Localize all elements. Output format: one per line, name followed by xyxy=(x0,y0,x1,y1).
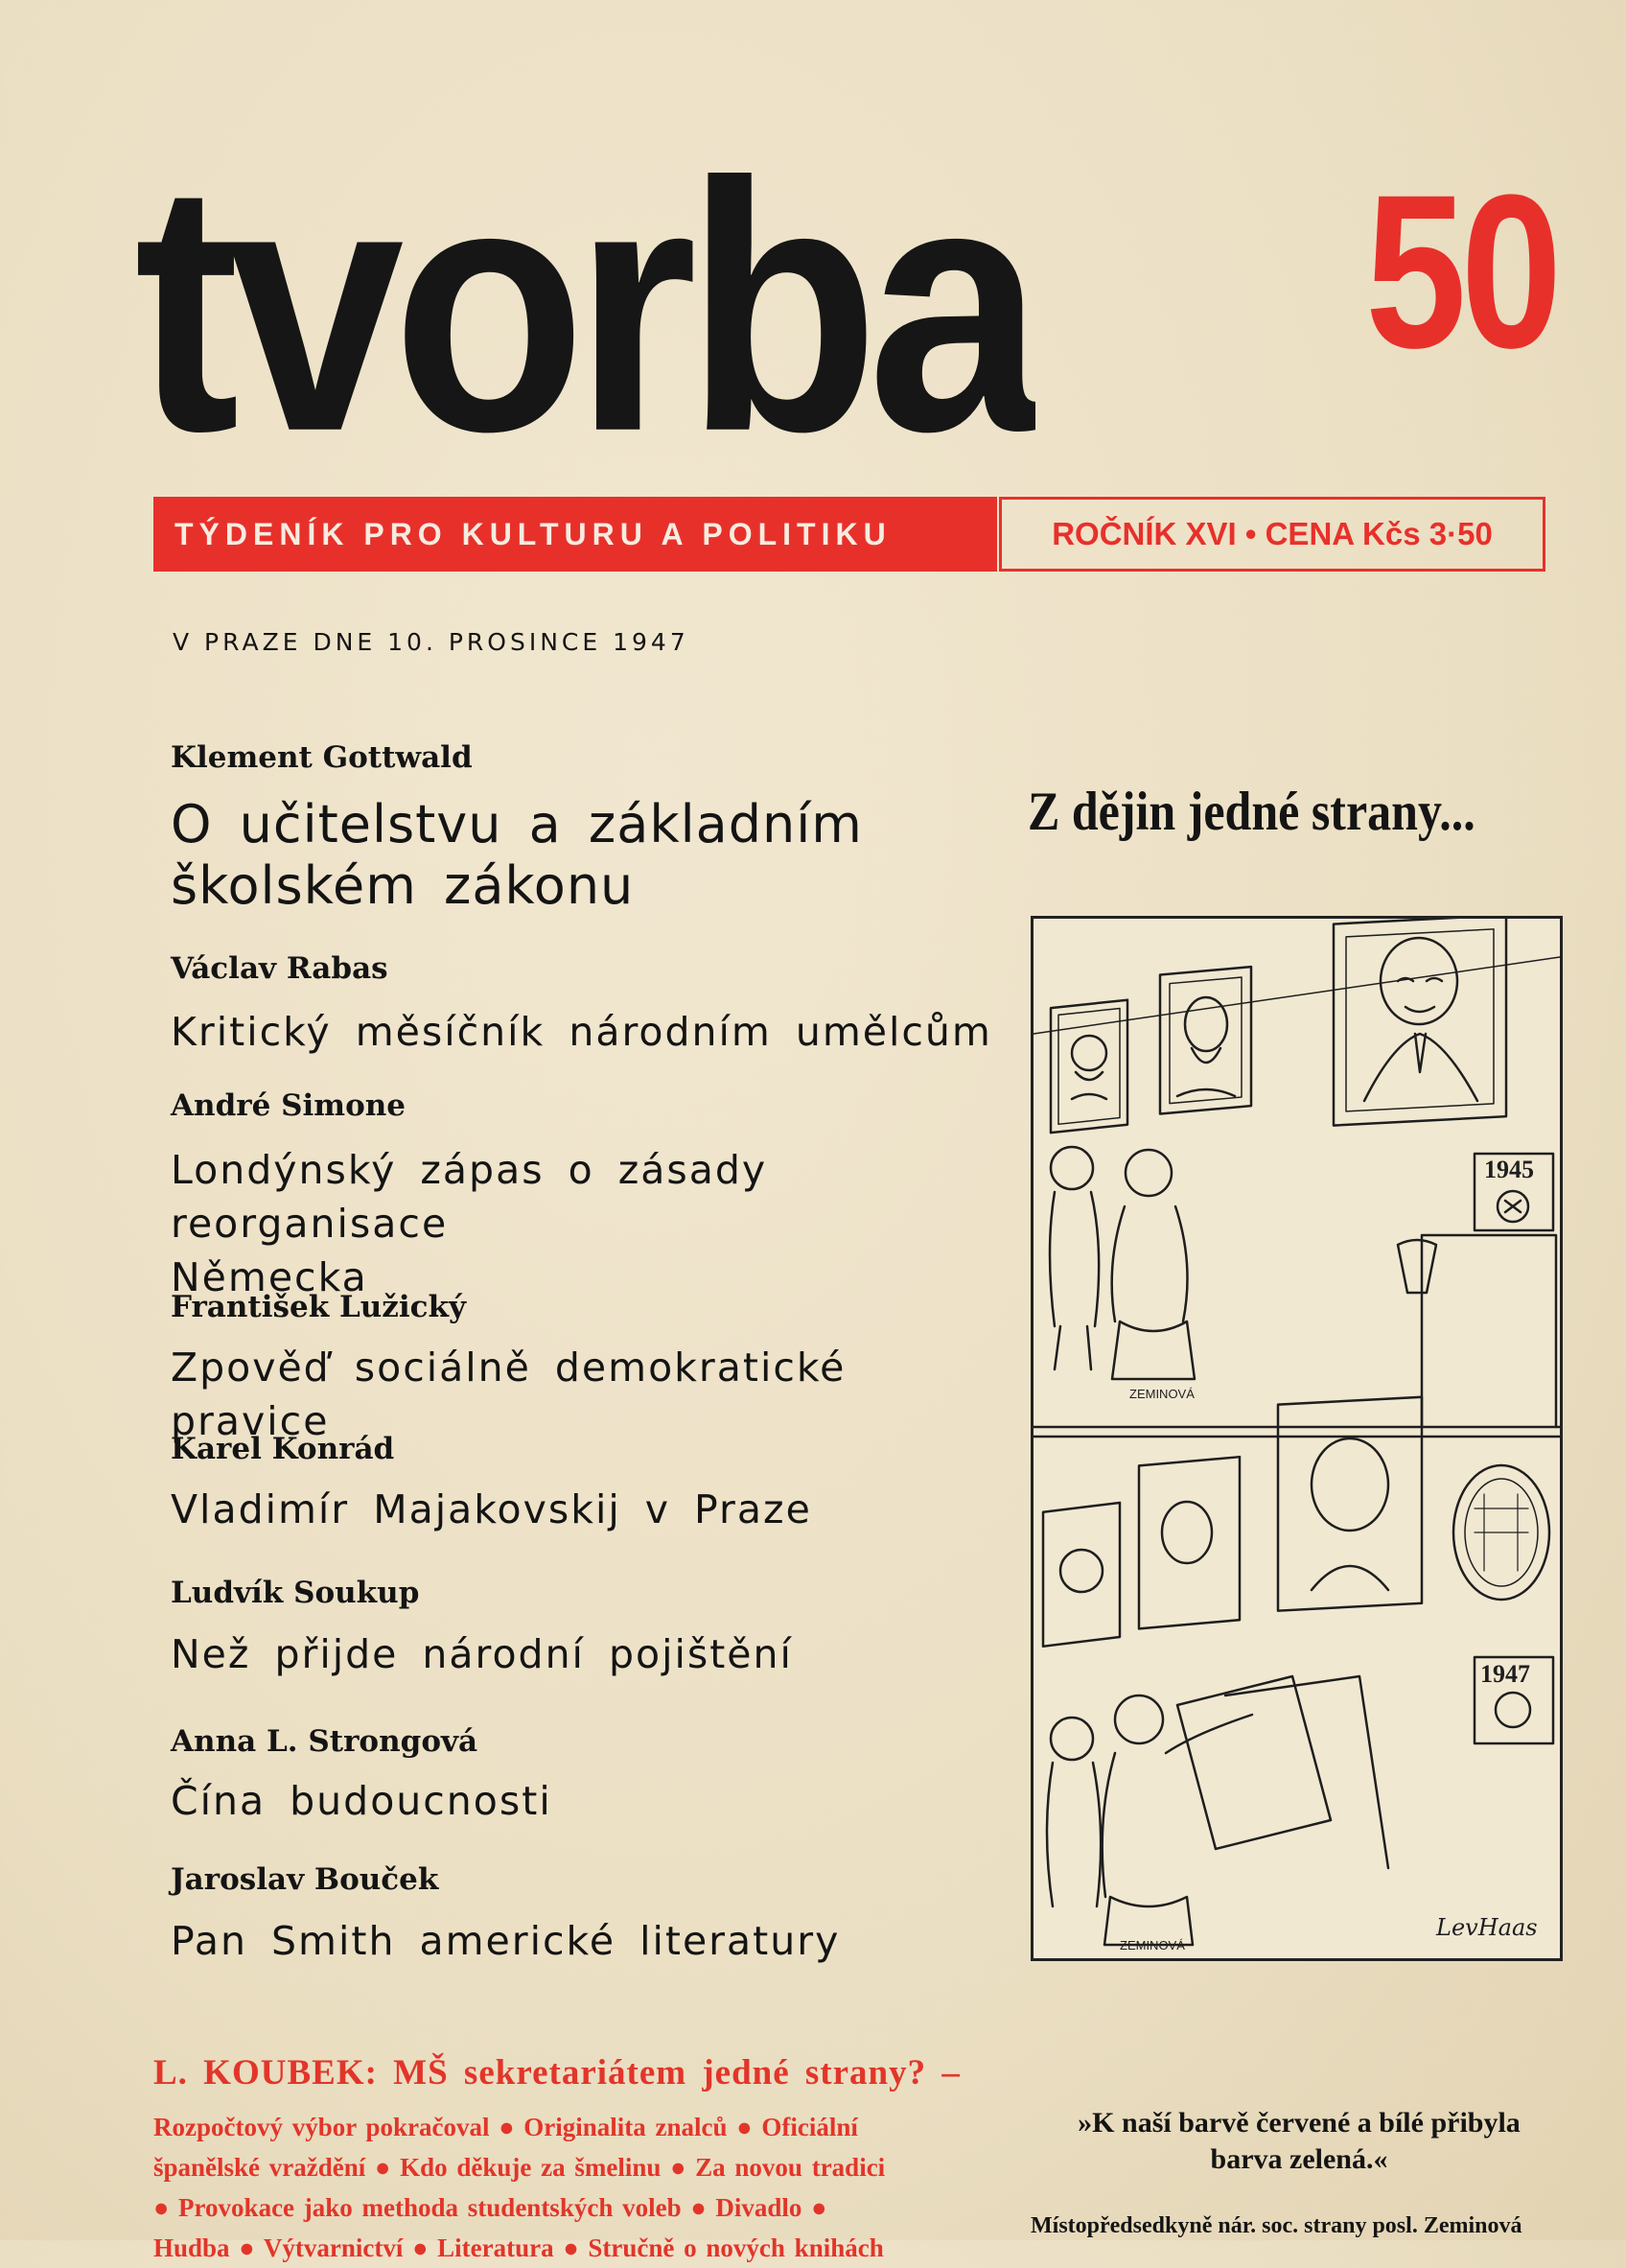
article-title-line: Německa xyxy=(171,1254,368,1300)
article-author: Karel Konrád xyxy=(171,1432,395,1466)
bottom-items-line: ● Provokace jako methoda studentských voleb ● Divadlo ● xyxy=(153,2193,827,2222)
article-title: Pan Smith americké literatury xyxy=(171,1918,841,1964)
subtitle-bar: TÝDENÍK PRO KULTURU A POLITIKU xyxy=(153,497,997,572)
article-author: František Lužický xyxy=(171,1290,467,1324)
bottom-items-line: Hudba ● Výtvarnictví ● Literatura ● Stručně o nových knihách xyxy=(153,2233,884,2262)
article-title: Čína budoucnosti xyxy=(171,1778,552,1824)
article-author: Klement Gottwald xyxy=(171,740,473,775)
masthead-title-text: tvorba xyxy=(134,109,1033,494)
article-title: Než přijde národní pojištění xyxy=(171,1631,793,1677)
bottom-headline: L. KOUBEK: MŠ sekretariátem jedné strany? – xyxy=(153,2053,961,2093)
article-author: Anna L. Strongová xyxy=(171,1724,478,1759)
cartoon-signature-top: ZEMINOVÁ xyxy=(1129,1387,1195,1401)
article-author: Ludvík Soukup xyxy=(171,1576,420,1610)
cartoon-panel-bottom xyxy=(1034,1397,1560,1952)
cartoon-drawing xyxy=(1034,919,1560,1958)
date-line: V PRAZE DNE 10. PROSINCE 1947 xyxy=(173,628,689,656)
article-author: André Simone xyxy=(171,1088,406,1123)
article-title xyxy=(171,794,1034,917)
article-title-line: Londýnský zápas o zásady reorganisace xyxy=(171,1147,768,1247)
cartoon-signature-bottom: ZEMINOVÁ xyxy=(1120,1938,1185,1952)
article-author: Jaroslav Bouček xyxy=(171,1862,439,1897)
article-author: Václav Rabas xyxy=(171,951,388,986)
bottom-items-line: španělské vraždění ● Kdo děkuje za šmelinu ● Za novou tradici xyxy=(153,2153,886,2182)
issue-number xyxy=(1361,153,1572,374)
article-title: Vladimír Majakovskij v Praze xyxy=(171,1486,812,1532)
bottom-items-line: Rozpočtový výbor pokračoval ● Originalita znalců ● Oficiální xyxy=(153,2113,858,2141)
cartoon-caption: »K naší barvě červené a bílé přibyla barva zelená.« xyxy=(1078,2107,1521,2175)
cartoon-artist-signature: LevHaas xyxy=(1436,1914,1538,1941)
bottom-contents-column xyxy=(153,2052,978,2268)
article-title: Zpověď sociálně demokratické pravice xyxy=(171,1344,847,1444)
cartoon-caption-note: Místopředsedkyně nár. soc. strany posl. Zeminová xyxy=(1031,2213,1522,2238)
masthead-title xyxy=(134,91,1035,494)
cartoon-year-top: 1945 xyxy=(1484,1156,1534,1183)
article-title-line: O učitelstvu a základním xyxy=(171,794,863,854)
cartoon-panel-top xyxy=(1034,919,1560,1427)
cartoon-title: Z dějin jedné strany... xyxy=(1028,780,1475,842)
article-title: Kritický měsíčník národním umělcům xyxy=(171,1009,992,1055)
bottom-items-list xyxy=(153,2107,978,2268)
article-title-line: školském zákonu xyxy=(171,855,635,916)
cartoon-year-bottom: 1947 xyxy=(1480,1660,1530,1688)
article-title xyxy=(171,1143,1014,1304)
volume-price-box: ROČNÍK XVI • CENA Kčs 3·50 xyxy=(999,497,1545,572)
issue-number-text: 50 xyxy=(1365,153,1557,374)
cartoon-illustration xyxy=(1031,916,1563,1961)
